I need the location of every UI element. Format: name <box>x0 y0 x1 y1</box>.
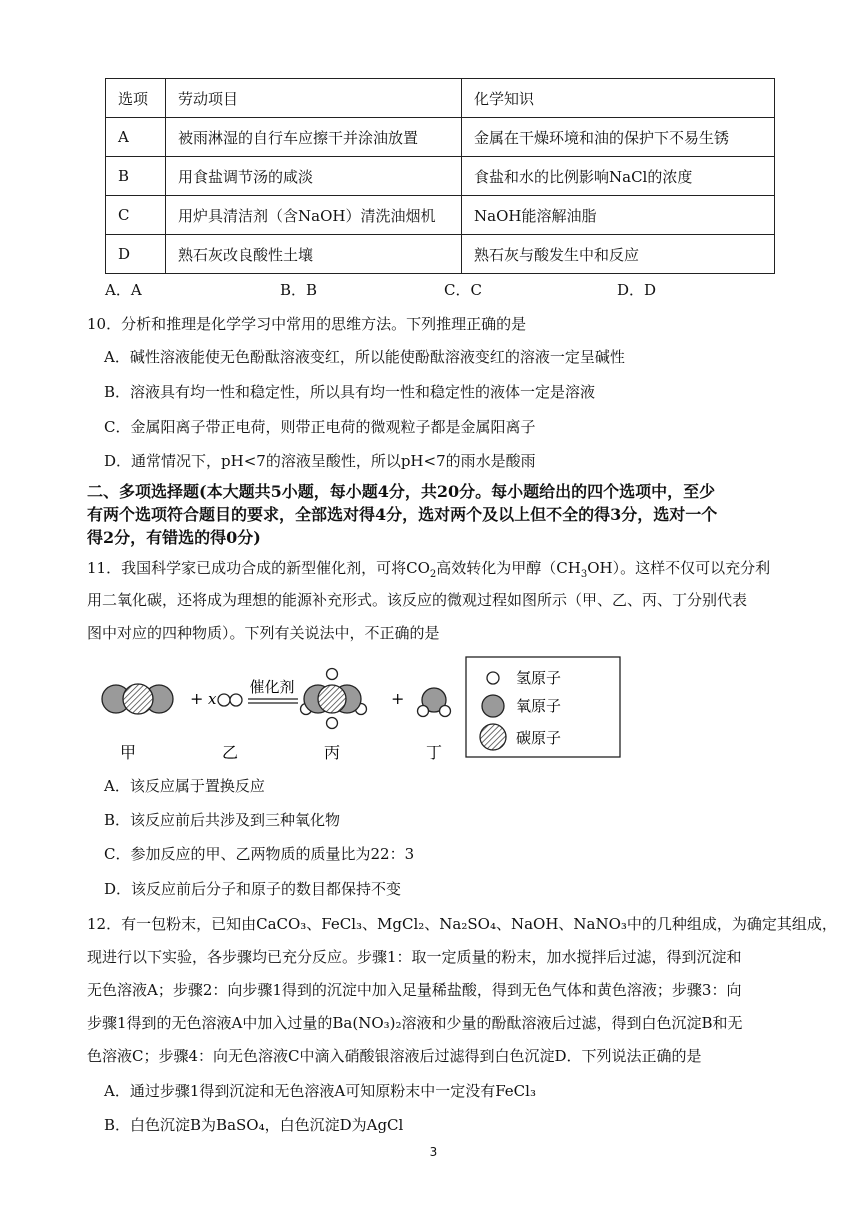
oxygen-atom-icon <box>482 695 504 717</box>
q11-line1-b: 高效转化为甲醇（CH <box>436 559 581 577</box>
co2-molecule <box>102 684 173 714</box>
q9-option-a[interactable]: A．A <box>105 281 142 299</box>
h2-molecule <box>218 694 242 706</box>
table-cell: 熟石灰改良酸性土壤 <box>166 235 462 274</box>
hydrogen-atom-icon <box>487 672 499 684</box>
q9-option-c[interactable]: C．C <box>444 281 482 299</box>
plus-sign: + <box>190 689 204 708</box>
catalyst-label: 催化剂 <box>249 678 295 696</box>
q10-stem: 10．分析和推理是化学学习中常用的思维方法。下列推理正确的是 <box>87 315 527 333</box>
q12-line4: 步骤1得到的无色溶液A中加入过量的Ba(NO₃)₂溶液和少量的酚酞溶液后过滤，得到白色沉淀B和无 <box>87 1014 743 1032</box>
q11-line3: 图中对应的四种物质）。下列有关说法中，不正确的是 <box>87 624 440 642</box>
table-header-cell: 劳动项目 <box>166 79 462 118</box>
carbon-atom-icon <box>480 724 506 750</box>
q9-options <box>105 279 705 301</box>
legend-hydrogen: 氢原子 <box>516 669 562 687</box>
table-row <box>106 118 775 157</box>
table-cell: B <box>106 157 166 196</box>
table-header-cell: 选项 <box>106 79 166 118</box>
q11-line1-sub: 2 <box>429 569 437 580</box>
q12-line3: 无色溶液A；步骤2：向步骤1得到的沉淀中加入足量稀盐酸，得到无色气体和黄色溶液；步骤3：向 <box>87 981 742 999</box>
section-heading-line1: 二、多项选择题(本大题共5小题，每小题4分，共20分。每小题给出的四个选项中，至少 <box>87 482 716 501</box>
q11-option-c[interactable]: C．参加反应的甲、乙两物质的质量比为22：3 <box>104 845 415 863</box>
h2o-molecule <box>418 688 451 717</box>
reaction-diagram <box>95 654 785 769</box>
legend-box <box>466 657 620 757</box>
table-cell: NaOH能溶解油脂 <box>462 196 775 235</box>
page-number: 3 <box>429 1145 438 1159</box>
q11-line1-a: 11．我国科学家已成功合成的新型催化剂，可将CO <box>87 559 430 577</box>
section-heading-line2: 有两个选项符合题目的要求，全部选对得4分，选对两个及以上但不全的得3分，选对一个 <box>87 505 718 524</box>
legend-oxygen: 氧原子 <box>516 697 562 715</box>
q11-line1-sub2: 3 <box>580 569 588 580</box>
table-cell: 金属在干燥环境和油的保护下不易生锈 <box>462 118 775 157</box>
table-cell: A <box>106 118 166 157</box>
table-header-row <box>106 79 775 118</box>
label-yi: 乙 <box>221 743 239 762</box>
table-cell: 食盐和水的比例影响NaCl的浓度 <box>462 157 775 196</box>
q11-line2: 用二氧化碳，还将成为理想的能源补充形式。该反应的微观过程如图所示（甲、乙、丙、丁分别代表 <box>87 591 748 609</box>
table-row <box>106 235 775 274</box>
legend-carbon: 碳原子 <box>516 729 562 747</box>
section-heading-line3: 得2分，有错选的得0分) <box>87 528 261 547</box>
table-cell: 用食盐调节汤的咸淡 <box>166 157 462 196</box>
q11-line1 <box>87 557 770 586</box>
q12-option-b[interactable]: B．白色沉淀B为BaSO₄，白色沉淀D为AgCl <box>104 1116 404 1134</box>
table-cell: C <box>106 196 166 235</box>
table-header-cell: 化学知识 <box>462 79 775 118</box>
label-ding: 丁 <box>425 743 443 762</box>
q11-option-b[interactable]: B．该反应前后共涉及到三种氧化物 <box>104 811 341 829</box>
coefficient-x: x <box>208 690 217 708</box>
table-cell: D <box>106 235 166 274</box>
table-cell: 被雨淋湿的自行车应擦干并涂油放置 <box>166 118 462 157</box>
q11-option-d[interactable]: D．该反应前后分子和原子的数目都保持不变 <box>104 880 402 898</box>
q10-option-a[interactable]: A．碱性溶液能使无色酚酞溶液变红，所以能使酚酞溶液变红的溶液一定呈碱性 <box>104 348 625 366</box>
q12-option-a[interactable]: A．通过步骤1得到沉淀和无色溶液A可知原粉末中一定没有FeCl₃ <box>104 1082 536 1100</box>
table-cell: 用炉具清洁剂（含NaOH）清洗油烟机 <box>166 196 462 235</box>
label-jia: 甲 <box>119 743 137 762</box>
table-cell: 熟石灰与酸发生中和反应 <box>462 235 775 274</box>
q12-line1: 12．有一包粉末，已知由CaCO₃、FeCl₃、MgCl₂、Na₂SO₄、NaOH、NaNO₃中的几种组成，为确定其组成， <box>87 915 837 933</box>
q12-line5: 色溶液C；步骤4：向无色溶液C中滴入硝酸银溶液后过滤得到白色沉淀D．下列说法正确的是 <box>87 1047 702 1065</box>
q10-option-b[interactable]: B．溶液具有均一性和稳定性，所以具有均一性和稳定性的液体一定是溶液 <box>104 383 596 401</box>
q10-option-d[interactable]: D．通常情况下，pH<7的溶液呈酸性，所以pH<7的雨水是酸雨 <box>104 452 536 470</box>
q11-line1-c: OH）。这样不仅可以充分利 <box>587 559 771 577</box>
labor-chemistry-table <box>105 78 775 274</box>
table-row <box>106 157 775 196</box>
q10-option-c[interactable]: C．金属阳离子带正电荷，则带正电荷的微观粒子都是金属阳离子 <box>104 418 536 436</box>
q11-option-a[interactable]: A．该反应属于置换反应 <box>104 777 265 795</box>
q12-line2: 现进行以下实验，各步骤均已充分反应。步骤1：取一定质量的粉末，加水搅拌后过滤，得到沉淀和 <box>87 948 742 966</box>
q9-option-d[interactable]: D．D <box>617 281 657 299</box>
ch3oh-molecule <box>301 669 367 729</box>
plus-sign: + <box>391 689 405 708</box>
q9-option-b[interactable]: B．B <box>280 281 318 299</box>
label-bing: 丙 <box>323 743 341 762</box>
table-row <box>106 196 775 235</box>
